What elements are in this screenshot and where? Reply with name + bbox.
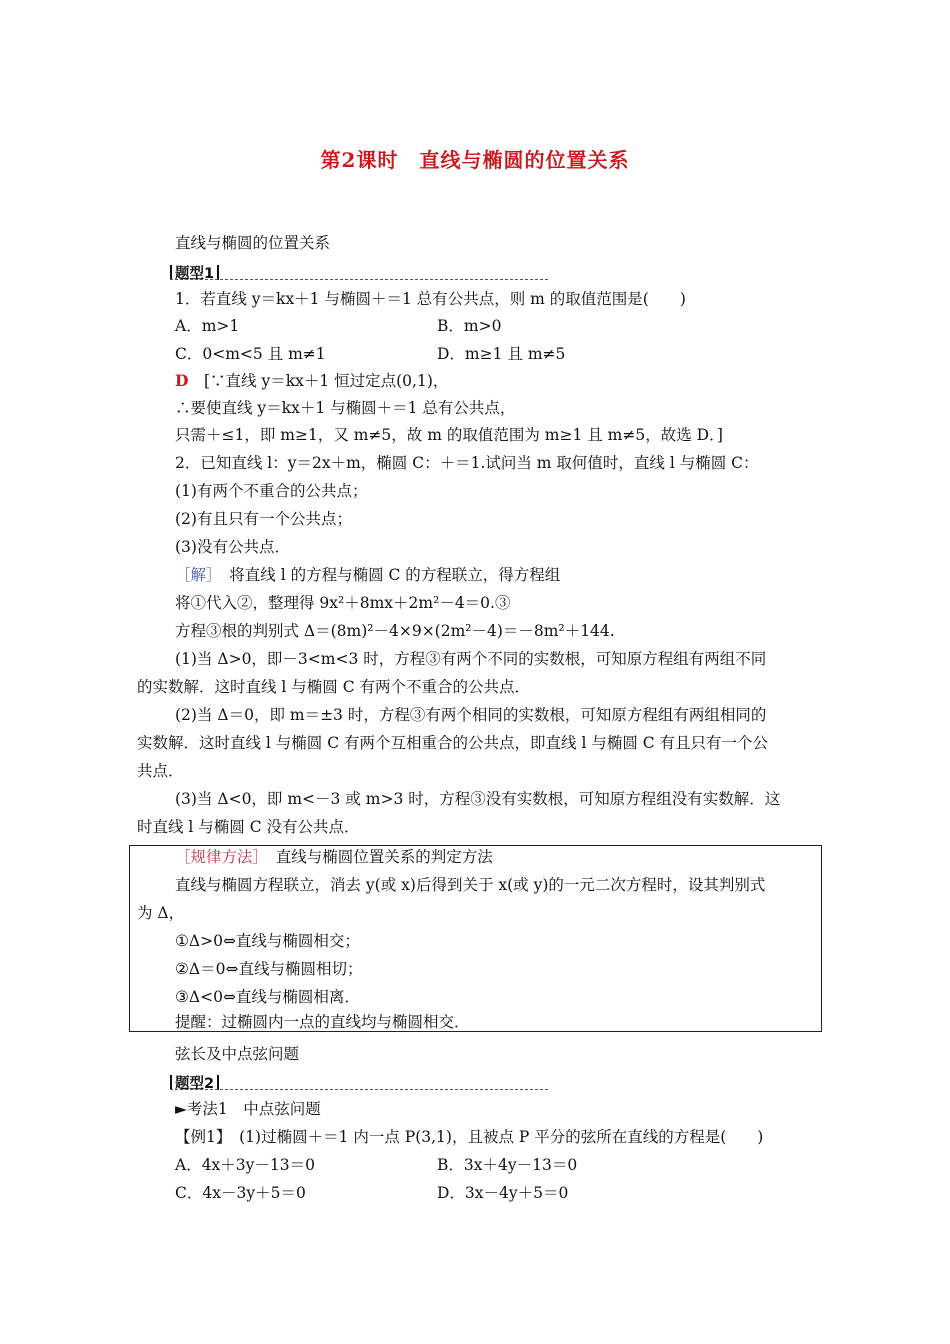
option-d: D．m≥1 且 m≠5	[437, 345, 566, 363]
option-a: A．m>1	[175, 317, 240, 335]
question-part: (1)有两个不重合的公共点；	[175, 482, 368, 500]
method-heading: ［规律方法］ 直线与椭圆位置关系的判定方法	[175, 848, 493, 866]
question-part: (3)没有公共点．	[175, 538, 290, 556]
method-label: ［规律方法］	[175, 848, 261, 866]
section-heading: 直线与椭圆的位置关系	[175, 234, 331, 252]
solution-line: 将①代入②，整理得 9x²＋8mx＋2m²－4＝0.③	[175, 594, 511, 612]
question-stem: 1．若直线 y＝kx＋1 与椭圆＋＝1 总有公共点，则 m 的取值范围是( )	[175, 290, 686, 308]
option-b: B．3x＋4y－13＝0	[437, 1156, 578, 1174]
solution-label: ［解］	[175, 566, 214, 584]
section-heading: 弦长及中点弦问题	[175, 1045, 300, 1063]
option-d: D．3x－4y＋5＝0	[437, 1184, 569, 1202]
solution-line: 的实数解．这时直线 l 与椭圆 C 有两个不重合的公共点．	[137, 678, 531, 696]
question-part: (2)有且只有一个公共点；	[175, 510, 352, 528]
solution-line: ∴要使直线 y＝kx＋1 与椭圆＋＝1 总有公共点，	[175, 399, 516, 417]
method-line: 为 Δ，	[137, 904, 185, 922]
option-a: A．4x＋3y－13＝0	[175, 1156, 315, 1174]
solution-line: 共点．	[137, 762, 184, 780]
solution-line: 时直线 l 与椭圆 C 没有公共点．	[137, 818, 360, 836]
dashed-divider	[170, 1089, 548, 1090]
solution-line: (1)当 Δ>0，即－3<m<3 时，方程③有两个不同的实数根，可知原方程组有两组不同	[175, 650, 767, 668]
option-c: C．4x－3y＋5＝0	[175, 1184, 306, 1202]
example-stem: 【例1】 (1)过椭圆＋＝1 内一点 P(3,1)，且被点 P 平分的弦所在直线的方程是( )	[175, 1128, 764, 1146]
page-title: 第2课时 直线与椭圆的位置关系	[320, 148, 630, 172]
dashed-divider	[170, 279, 548, 280]
method-subheading: ►考法1 中点弦问题	[175, 1100, 321, 1118]
solution-line: 实数解．这时直线 l 与椭圆 C 有两个互相重合的公共点，即直线 l 与椭圆 C 有且只有一个公	[137, 734, 769, 752]
method-line: 直线与椭圆方程联立，消去 y(或 x)后得到关于 x(或 y)的一元二次方程时，设其判别式	[175, 876, 766, 894]
method-line: 提醒：过椭圆内一点的直线均与椭圆相交．	[175, 1013, 470, 1031]
question-type-tag: 题型2	[170, 1072, 219, 1093]
solution-line: (2)当 Δ＝0，即 m＝±3 时，方程③有两个相同的实数根，可知原方程组有两组相同的	[175, 706, 767, 724]
method-line: ③Δ<0⇔直线与椭圆相离．	[175, 988, 360, 1006]
answer-line: D [∵直线 y＝kx＋1 恒过定点(0,1)，	[175, 371, 449, 390]
method-line: ②Δ＝0⇔直线与椭圆相切；	[175, 960, 363, 978]
question-type-tag: 题型1	[170, 262, 219, 283]
solution-line: 方程③根的判别式 Δ＝(8m)²－4×9×(2m²－4)＝－8m²＋144.	[175, 622, 615, 640]
method-line: ①Δ>0⇔直线与椭圆相交；	[175, 932, 360, 950]
solution-line: 只需＋≤1，即 m≥1，又 m≠5，故 m 的取值范围为 m≥1 且 m≠5，故选 D．]	[175, 426, 723, 444]
option-b: B．m>0	[437, 317, 502, 335]
solution-line: (3)当 Δ<0，即 m<－3 或 m>3 时，方程③没有实数根，可知原方程组没有实数解．这	[175, 790, 781, 808]
answer-letter: D	[175, 371, 189, 390]
question-stem: 2．已知直线 l：y＝2x＋m，椭圆 C：＋＝1.试问当 m 取何值时，直线 l 与椭圆 C：	[175, 454, 759, 472]
option-c: C．0<m<5 且 m≠1	[175, 345, 326, 363]
solution-line: ［解］ 将直线 l 的方程与椭圆 C 的方程联立，得方程组	[175, 566, 561, 584]
